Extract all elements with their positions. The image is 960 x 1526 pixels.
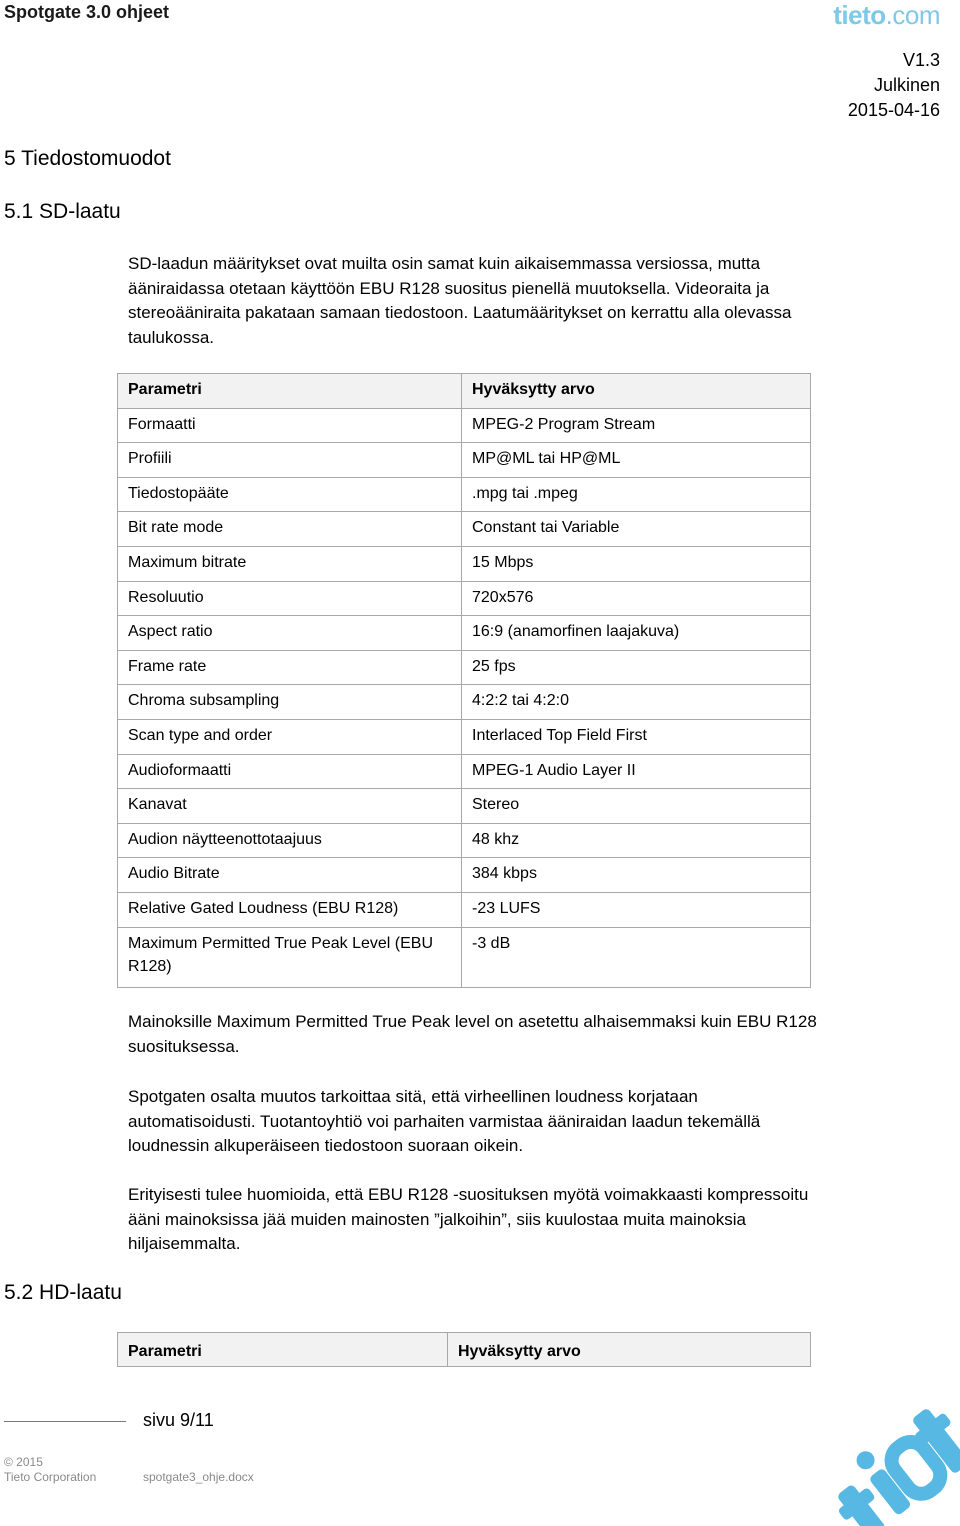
param-cell: Audioformaatti xyxy=(118,754,462,789)
param-cell: Audion näytteenottotaajuus xyxy=(118,823,462,858)
value-cell: MPEG-1 Audio Layer II xyxy=(462,754,811,789)
sd-spec-table xyxy=(117,373,811,988)
table-row xyxy=(118,650,811,685)
tieto-logo-top xyxy=(833,0,940,31)
table-row xyxy=(118,443,811,478)
table-row xyxy=(118,546,811,581)
table-row xyxy=(118,927,811,987)
value-cell: 16:9 (anamorfinen laajakuva) xyxy=(462,616,811,651)
intro-paragraph: SD-laadun määritykset ovat muilta osin samat kuin aikaisemmassa versiossa, mutta ääniraidassa otetaan käyttöön EBU R128 suositus pienellä muutoksella. Videoraita ja stereoääniraita pakataan samaan tiedostoon. Laatumääritykset on kerrattu alla olevassa taulukossa. xyxy=(128,254,792,347)
param-cell: Scan type and order xyxy=(118,719,462,754)
header-cell-parameter: Parametri xyxy=(118,1333,448,1367)
hd-spec-table xyxy=(117,1332,811,1367)
param-cell: Chroma subsampling xyxy=(118,685,462,720)
logo-word: tieto xyxy=(833,0,886,30)
table-row xyxy=(118,408,811,443)
value-cell: -3 dB xyxy=(462,927,811,987)
note-paragraph: Mainoksille Maximum Permitted True Peak level on asetettu alhaisemmaksi kuin EBU R128 suosituksessa. xyxy=(128,1012,817,1056)
subsection-heading-hd: 5.2 HD-laatu xyxy=(4,1281,122,1304)
table-row xyxy=(118,512,811,547)
param-cell: Relative Gated Loudness (EBU R128) xyxy=(118,892,462,927)
value-cell: 384 kbps xyxy=(462,858,811,893)
document-title: Spotgate 3.0 ohjeet xyxy=(4,2,170,22)
param-cell: Resoluutio xyxy=(118,581,462,616)
param-cell: Kanavat xyxy=(118,789,462,824)
header-cell-value: Hyväksytty arvo xyxy=(462,374,811,409)
table-row xyxy=(118,581,811,616)
page-number: sivu 9/11 xyxy=(143,1410,214,1430)
subsection-heading-sd: 5.1 SD-laatu xyxy=(4,200,121,223)
table-row xyxy=(118,892,811,927)
value-cell: Interlaced Top Field First xyxy=(462,719,811,754)
value-cell: 720x576 xyxy=(462,581,811,616)
header-cell-parameter: Parametri xyxy=(118,374,462,409)
value-cell: 25 fps xyxy=(462,650,811,685)
param-cell: Profiili xyxy=(118,443,462,478)
value-cell: .mpg tai .mpeg xyxy=(462,477,811,512)
table-row xyxy=(118,823,811,858)
table-row xyxy=(118,719,811,754)
logo-domain: .com xyxy=(885,0,940,30)
table-row xyxy=(118,789,811,824)
table-row xyxy=(118,754,811,789)
table-row xyxy=(118,685,811,720)
param-cell: Tiedostopääte xyxy=(118,477,462,512)
value-cell: MP@ML tai HP@ML xyxy=(462,443,811,478)
tieto-logo-icon xyxy=(818,1396,960,1526)
value-cell: MPEG-2 Program Stream xyxy=(462,408,811,443)
note-paragraph: Erityisesti tulee huomioida, että EBU R128 -suosituksen myötä voimakkaasti kompressoitu ääni mainoksissa jää muiden mainosten ”jalkoihin”, siis kuulostaa muita mainoksia hiljaisemmalta. xyxy=(128,1185,809,1253)
document-status: Julkinen xyxy=(873,75,940,95)
param-cell: Formaatti xyxy=(118,408,462,443)
document-version: V1.3 xyxy=(902,50,940,70)
footer-divider xyxy=(4,1421,126,1422)
table-row xyxy=(118,616,811,651)
value-cell: 15 Mbps xyxy=(462,546,811,581)
value-cell: 4:2:2 tai 4:2:0 xyxy=(462,685,811,720)
document-date: 2015-04-16 xyxy=(847,100,940,120)
section-heading: 5 Tiedostomuodot xyxy=(4,147,171,170)
param-cell: Audio Bitrate xyxy=(118,858,462,893)
value-cell: Constant tai Variable xyxy=(462,512,811,547)
param-cell: Bit rate mode xyxy=(118,512,462,547)
param-cell: Aspect ratio xyxy=(118,616,462,651)
table-header-row xyxy=(118,374,811,409)
header-cell-value: Hyväksytty arvo xyxy=(448,1333,811,1367)
table-row xyxy=(118,858,811,893)
param-cell: Maximum Permitted True Peak Level (EBU R128) xyxy=(118,927,462,987)
footer-company: Tieto Corporation xyxy=(4,1470,97,1484)
param-cell: Frame rate xyxy=(118,650,462,685)
table-row xyxy=(118,477,811,512)
footer-filename: spotgate3_ohje.docx xyxy=(143,1470,254,1484)
table-header-row xyxy=(118,1333,811,1367)
value-cell: -23 LUFS xyxy=(462,892,811,927)
note-paragraph: Spotgaten osalta muutos tarkoittaa sitä, että virheellinen loudness korjataan automatisoidusti. Tuotantoyhtiö voi parhaiten varmistaa ääniraidan laadun tekemällä loudnessin alkuperäiseen tiedostoon suoraan oikein. xyxy=(128,1087,761,1155)
value-cell: Stereo xyxy=(462,789,811,824)
value-cell: 48 khz xyxy=(462,823,811,858)
footer-copyright: © 2015 xyxy=(4,1455,43,1469)
param-cell: Maximum bitrate xyxy=(118,546,462,581)
